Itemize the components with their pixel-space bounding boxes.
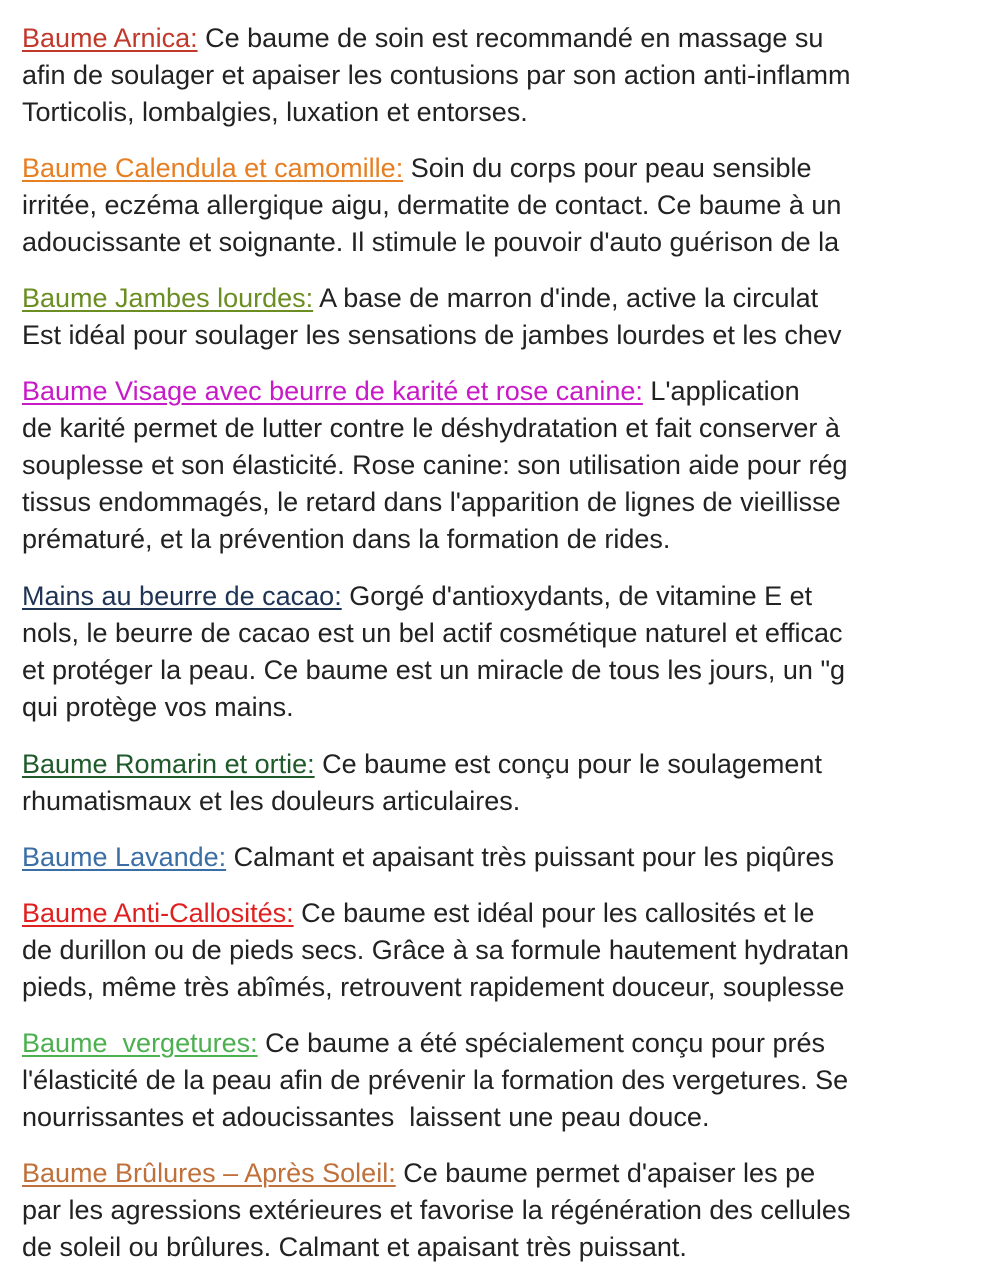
entry-first-line: [22, 280, 1000, 317]
entry-brulures-apres-soleil: [22, 1155, 1000, 1266]
entry-text: de durillon ou de pieds secs. Grâce à sa formule hautement hydratan: [22, 935, 849, 965]
entry-text: adoucissante et soignante. Il stimule le pouvoir d'auto guérison de la: [22, 227, 840, 257]
entry-first-line: [22, 746, 1000, 783]
entry-romarin-ortie: [22, 746, 1000, 820]
entry-text: tissus endommagés, le retard dans l'apparition de lignes de vieillisse: [22, 487, 841, 517]
entry-title: Baume Romarin et ortie:: [22, 749, 315, 779]
entry-title: Baume Visage avec beurre de karité et rose canine:: [22, 376, 643, 406]
entry-text: pieds, même très abîmés, retrouvent rapidement douceur, souplesse: [22, 972, 845, 1002]
entry-mains-cacao: [22, 578, 1000, 726]
entry-first-line: [22, 373, 1000, 410]
entry-first-line: [22, 1025, 1000, 1062]
entry-first-line: [22, 895, 1000, 932]
entry-lavande: [22, 839, 1000, 876]
entry-text: Ce baume est idéal pour les callosités et le: [301, 898, 815, 928]
entry-text: Ce baume de soin est recommandé en massage su: [205, 23, 824, 53]
entry-visage: [22, 373, 1000, 558]
entry-text: Ce baume est conçu pour le soulagement: [322, 749, 822, 779]
entry-title: Baume Calendula et camomille:: [22, 153, 404, 183]
entry-first-line: [22, 150, 1000, 187]
entry-arnica: [22, 20, 1000, 131]
entry-first-line: [22, 839, 1000, 876]
entry-title: Baume Arnica:: [22, 23, 198, 53]
entry-text: Soin du corps pour peau sensible: [410, 153, 812, 183]
entry-title: Mains au beurre de cacao:: [22, 581, 342, 611]
entry-text: souplesse et son élasticité. Rose canine: son utilisation aide pour rég: [22, 450, 848, 480]
entry-text: L'application: [650, 376, 800, 406]
entry-title: Baume Jambes lourdes:: [22, 283, 314, 313]
entry-text: A base de marron d'inde, active la circulat: [319, 283, 819, 313]
entry-text: nols, le beurre de cacao est un bel actif cosmétique naturel et efficac: [22, 618, 843, 648]
entry-text: prématuré, et la prévention dans la formation de rides.: [22, 524, 671, 554]
entry-first-line: [22, 1155, 1000, 1192]
entry-text: irritée, eczéma allergique aigu, dermatite de contact. Ce baume à un: [22, 190, 842, 220]
entry-text: Ce baume a été spécialement conçu pour prés: [265, 1028, 825, 1058]
entry-first-line: [22, 20, 1000, 57]
entry-text: nourrissantes et adoucissantes laissent une peau douce.: [22, 1102, 710, 1132]
entry-title: Baume vergetures:: [22, 1028, 258, 1058]
entry-vergetures: [22, 1025, 1000, 1136]
entry-text: Gorgé d'antioxydants, de vitamine E et: [349, 581, 813, 611]
entry-text: afin de soulager et apaiser les contusions par son action anti-inflamm: [22, 60, 851, 90]
entry-jambes-lourdes: [22, 280, 1000, 354]
entry-text: l'élasticité de la peau afin de prévenir la formation des vergetures. Se: [22, 1065, 849, 1095]
entry-text: Torticolis, lombalgies, luxation et entorses.: [22, 97, 528, 127]
entry-text: Ce baume permet d'apaiser les pe: [403, 1158, 816, 1188]
entry-text: rhumatismaux et les douleurs articulaires.: [22, 786, 521, 816]
entry-calendula: [22, 150, 1000, 261]
entry-text: de karité permet de lutter contre le déshydratation et fait conserver à: [22, 413, 840, 443]
entry-title: Baume Lavande:: [22, 842, 227, 872]
entry-text: Est idéal pour soulager les sensations de jambes lourdes et les chev: [22, 320, 842, 350]
entry-text: Calmant et apaisant très puissant pour les piqûres: [233, 842, 834, 872]
entry-text: et protéger la peau. Ce baume est un miracle de tous les jours, un "g: [22, 655, 846, 685]
entry-first-line: [22, 578, 1000, 615]
entry-text: de soleil ou brûlures. Calmant et apaisant très puissant.: [22, 1232, 687, 1262]
entry-text: qui protège vos mains.: [22, 692, 294, 722]
entry-anti-callosites: [22, 895, 1000, 1006]
entry-text: par les agressions extérieures et favorise la régénération des cellules: [22, 1195, 851, 1225]
entry-title: Baume Brûlures – Après Soleil:: [22, 1158, 396, 1188]
entry-title: Baume Anti-Callosités:: [22, 898, 294, 928]
